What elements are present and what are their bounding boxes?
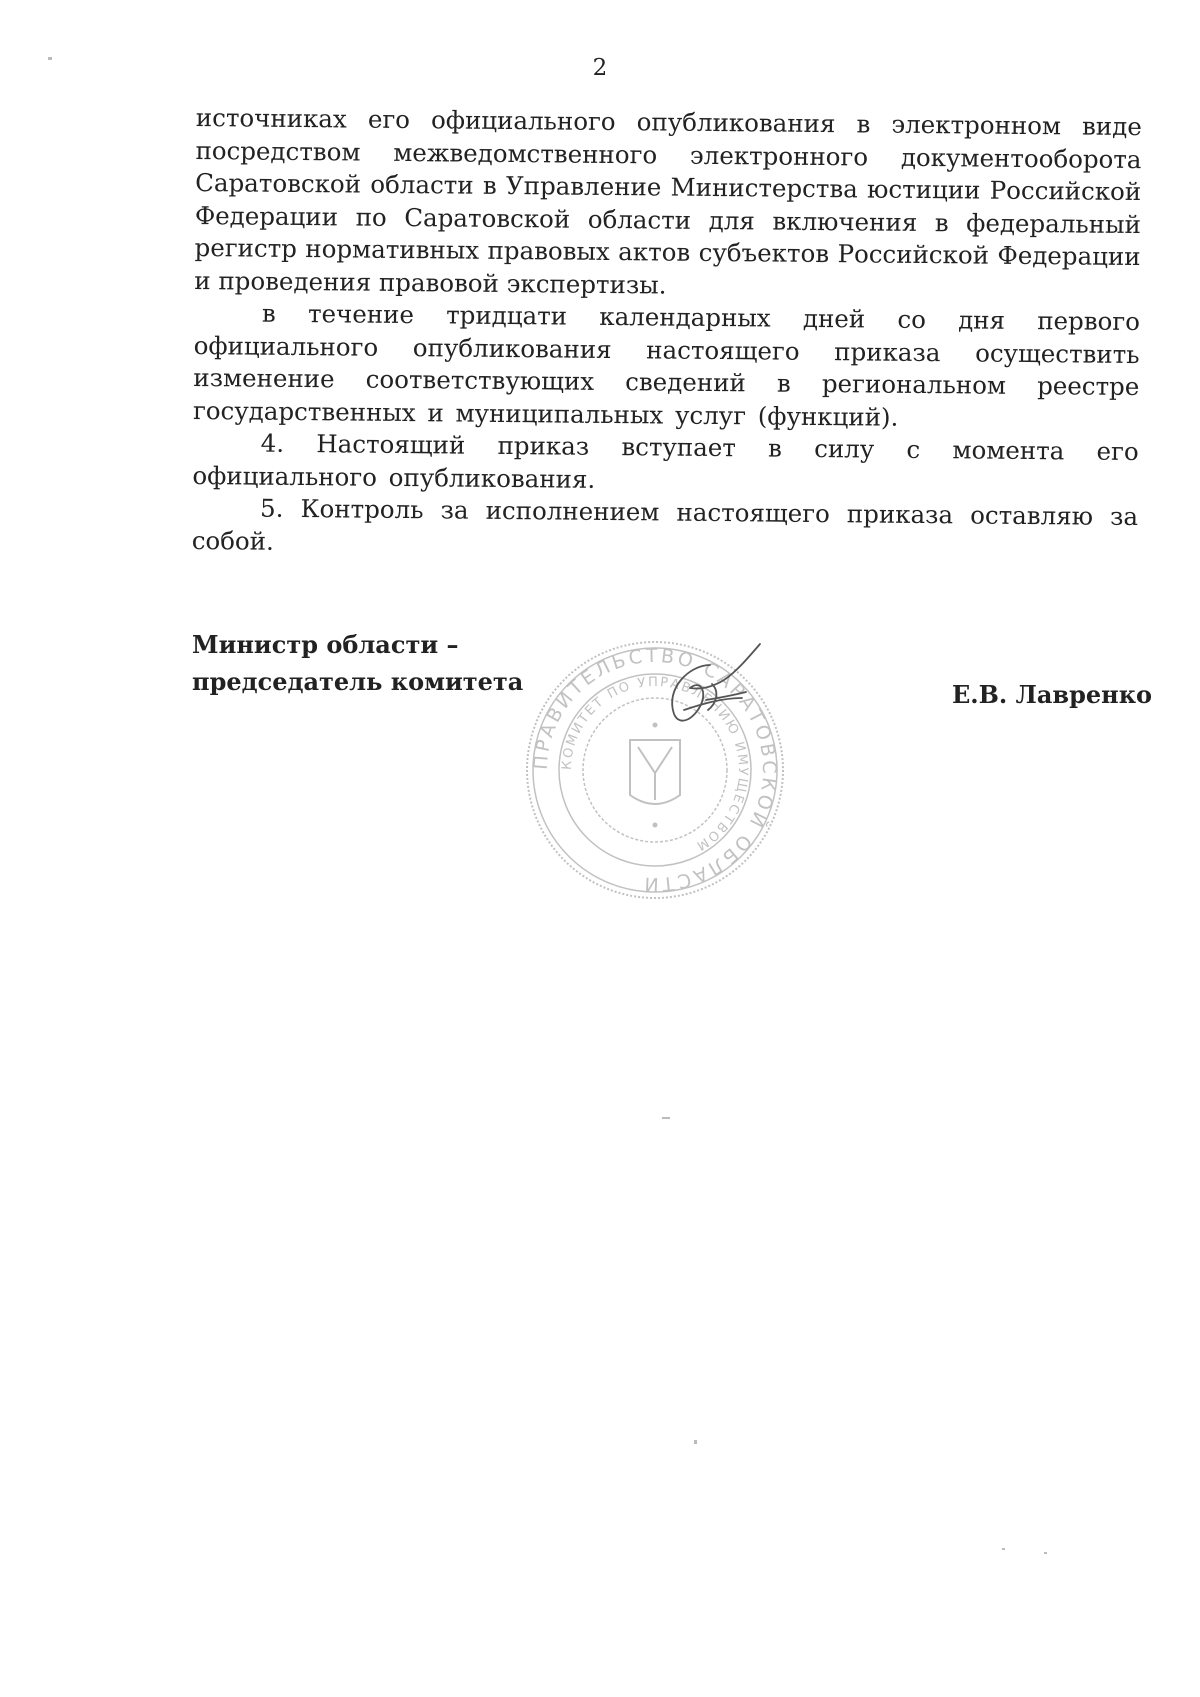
signatory-position-line1: Министр области –	[192, 630, 459, 659]
stamp-inner-text: КОМИТЕТ ПО УПРАВЛЕНИЮ ИМУЩЕСТВОМ	[559, 674, 751, 854]
handwritten-signature-icon	[650, 640, 770, 732]
scan-speck	[694, 1440, 697, 1444]
paragraph-registry-update: в течение тридцати календарных дней со дня первого официального опубликования настоящего приказа осуществить изменение соответствующих сведений в региональном реестре государственных и муниципальных услуг (функций).	[192, 298, 1141, 432]
paragraph-effective-date: 4. Настоящий приказ вступает в силу с момента его официального опубликования.	[192, 428, 1139, 494]
page-number: 2	[592, 55, 608, 81]
signatory-position-line2: председатель комитета	[192, 667, 524, 696]
scan-speck	[48, 57, 52, 60]
signatory-name: Е.В. Лавренко	[952, 680, 1153, 709]
stamp-outer-text: ПРАВИТЕЛЬСТВО САРАТОВСКОЙ ОБЛАСТИ	[529, 644, 781, 896]
scan-speck	[662, 1117, 670, 1119]
paragraph-continuation: источниках его официального опубликования в электронном виде посредством межведомственного электронного документооборота Саратовской области в Управление Министерства юстиции Российской Федерации по Саратовской области для включения в федеральный регистр нормативных правовых актов субъектов Российской Федерации и проведения правовой экспертизы.	[194, 102, 1142, 300]
document-body	[192, 102, 1142, 566]
signatory-position	[192, 626, 523, 700]
scan-speck	[1044, 1552, 1047, 1554]
scan-speck	[1002, 1548, 1005, 1550]
paragraph-control: 5. Контроль за исполнением настоящего приказа оставляю за собой.	[191, 493, 1139, 556]
